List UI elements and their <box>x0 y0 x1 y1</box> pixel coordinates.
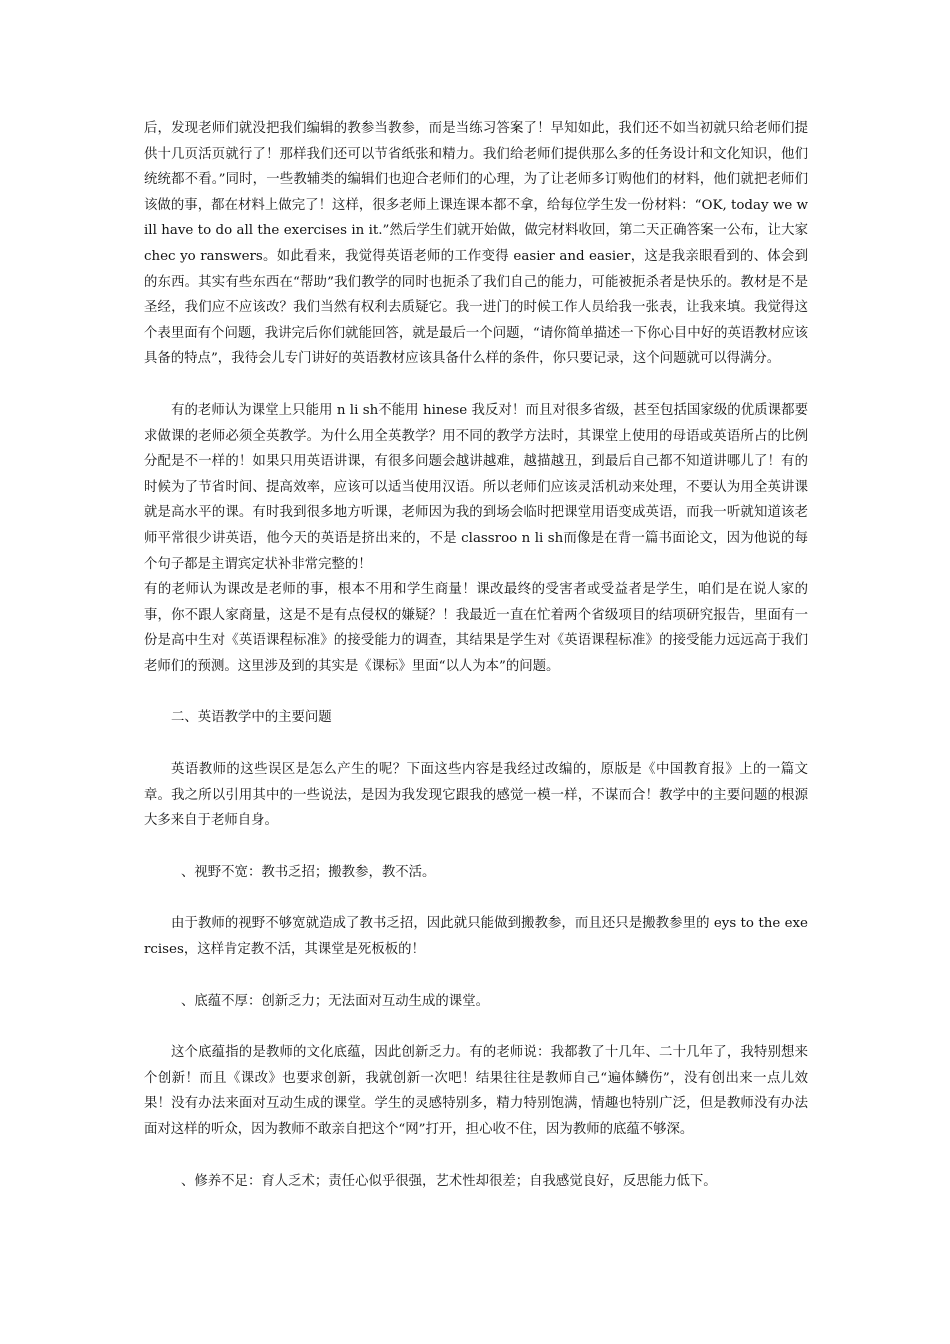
list-item-insufficient-cultivation: 、修养不足：育人乏术；责任心似乎很强，艺术性却很差；自我感觉良好，反思能力低下。 <box>181 1173 717 1189</box>
paragraph-gap <box>144 963 808 989</box>
paragraph-curriculum-reform: 有的老师认为课改是老师的事，根本不用和学生商量！课改最终的受害者或受益者是学生，咱们是在说人家的事，你不跟人家商量，这是不是有点侵权的嫌疑？！我最近一直在忙着两个省级项目的结项研究报告，里面有一份是高中生对《英语课程标准》的接受能力的调查，其结果是学生对《英语课程标准》的接受能力远远高于我们老师们的预测。这里涉及到的其实是《课标》里面“以人为本”的问题。 <box>144 582 808 674</box>
list-item-weak-foundation: 、底蕴不厚：创新乏力；无法面对互动生成的课堂。 <box>181 993 489 1009</box>
paragraph-teaching-reference: 后，发现老师们就没把我们编辑的教参当教参，而是当练习答案了！早知如此，我们还不如当初就只给老师们提供十几页活页就行了！那样我们还可以节省纸张和精力。我们给老师们提供那么多的任务设计和文化知识，他们统统都不看。”同时，一些教辅类的编辑们也迎合老师们的心理，为了让老师多订购他们的材料，他们就把老师们该做的事，都在材料上做完了！这样，很多老师上课连课本都不拿，给每位学生发一份材料：“OK, today we will have to do all the exercises in it.”然后学生们就开始做，做完材料收回，第二天正确答案一公布，让大家 chec yo ranswers。如此看来，我觉得英语老师的工作变得 easier and easier，这是我亲眼看到的、体会到的东西。其实有些东西在“帮助”我们教学的同时也扼杀了我们自己的能力，可能被扼杀者是快乐的。教材是不是圣经，我们应不应该改？我们当然有权利去质疑它。我一进门的时候工作人员给我一张表，让我来填。我觉得这个表里面有个问题，我讲完后你们就能回答，就是最后一个问题，“请你简单描述一下你心目中好的英语教材应该具备的特点”，我待会儿专门讲好的英语教材应该具备什么样的条件，你只要记录，这个问题就可以得满分。 <box>144 121 808 367</box>
paragraph-gap <box>144 731 808 757</box>
list-item-narrow-vision: 、视野不宽：教书乏招；搬教参，教不活。 <box>181 864 436 880</box>
paragraph-gap <box>144 885 808 911</box>
paragraph-gap <box>144 1014 808 1040</box>
paragraph-gap <box>144 1143 808 1169</box>
document-page <box>144 116 808 1194</box>
paragraph-gap <box>144 372 808 398</box>
paragraph-gap <box>144 679 808 705</box>
paragraph-problem-origins: 英语教师的这些误区是怎么产生的呢？下面这些内容是我经过改编的，原版是《中国教育报》上的一篇文章。我之所以引用其中的一些说法，是因为我发现它跟我的感觉一模一样，不谋而合！教学中的主要问题的根源大多来自于老师自身。 <box>144 762 808 829</box>
section-heading: 二、英语教学中的主要问题 <box>171 710 332 726</box>
paragraph-narrow-vision: 由于教师的视野不够宽就造成了教书乏招，因此就只能做到搬教参，而且还只是搬教参里的 eys to the exercises，这样肯定教不活，其课堂是死板板的！ <box>144 916 808 958</box>
paragraph-gap <box>144 834 808 860</box>
paragraph-english-only-classroom: 有的老师认为课堂上只能用 n li sh不能用 hinese 我反对！而且对很多省级，甚至包括国家级的优质课都要求做课的老师必须全英教学。为什么用全英教学？用不同的教学方法时，其课堂上使用的母语或英语所占的比例分配是不一样的！如果只用英语讲课，有很多问题会越讲越难，越描越丑，到最后自己都不知道讲哪儿了！有的时候为了节省时间、提高效率，应该可以适当使用汉语。所以老师们应该灵活机动来处理，不要认为用全英讲课就是高水平的课。有时我到很多地方听课，老师因为我的到场会临时把课堂用语变成英语，而我一听就知道该老师平常很少讲英语，他今天的英语是挤出来的，不是 classroo n li sh而像是在背一篇书面论文，因为他说的每个句子都是主谓宾定状补非常完整的！ <box>144 402 808 572</box>
paragraph-weak-foundation: 这个底蕴指的是教师的文化底蕴，因此创新乏力。有的老师说：我都教了十几年、二十几年了，我特别想来个创新！而且《课改》也要求创新，我就创新一次吧！结果往往是教师自己“遍体鳞伤”，没有创出来一点儿效果！没有办法来面对互动生成的课堂。学生的灵感特别多，精力特别饱满，情趣也特别广泛，但是教师没有办法面对这样的听众，因为教师不敢亲自把这个“网”打开，担心收不住，因为教师的底蕴不够深。 <box>144 1045 808 1137</box>
